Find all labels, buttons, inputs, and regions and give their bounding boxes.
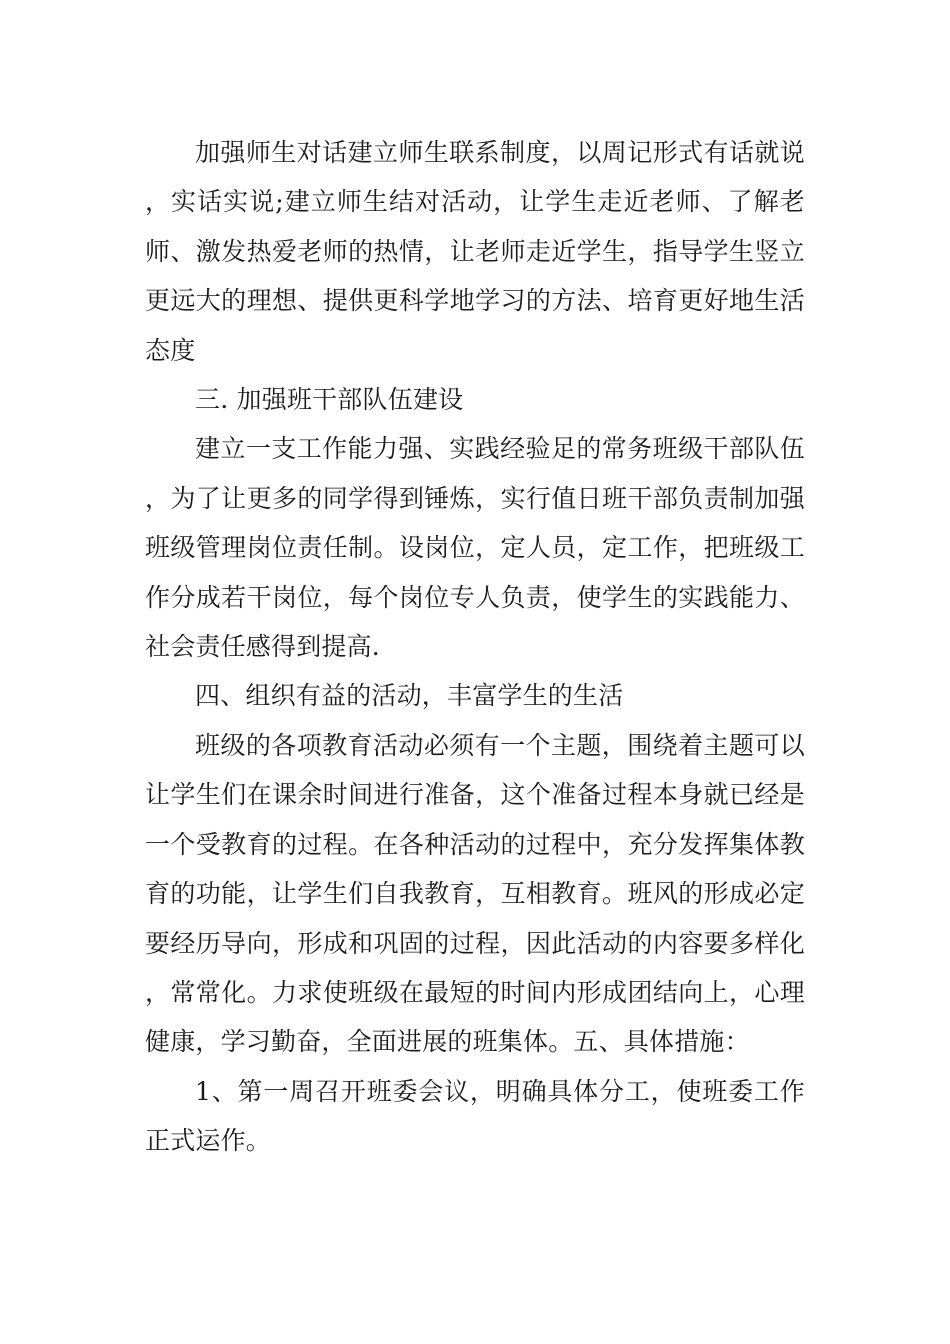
heading-section-four: 四、组织有益的活动，丰富学生的生活 xyxy=(195,681,624,711)
paragraph-class-cadre-team: 建立一支工作能力强、实践经验足的常务班级干部队伍，为了让更多的同学得到锤炼，实行值日班干部负责制加强班级管理岗位责任制。设岗位，定人员，定工作，把班级工作分成若干岗位，每个岗位专人负责，使学生的实践能力、社会责任感得到提高. xyxy=(145,434,805,662)
paragraph-activities: 班级的各项教育活动必须有一个主题，围绕着主题可以让学生们在课余时间进行准备，这个准备过程本身就已经是一个受教育的过程。在各种活动的过程中，充分发挥集体教育的功能，让学生们自我教育，互相教育。班风的形成必定要经历导向，形成和巩固的过程，因此活动的内容要多样化，常常化。力求使班级在最短的时间内形成团结向上，心理健康，学习勤奋，全面进展的班集体。五、具体措施： xyxy=(145,730,805,1057)
document-body xyxy=(145,128,805,1166)
paragraph-measure-one: 1、第一周召开班委会议，明确具体分工，使班委工作正式运作。 xyxy=(145,1076,805,1156)
paragraph-teacher-student-dialogue: 加强师生对话建立师生联系制度，以周记形式有话就说，实话实说;建立师生结对活动，让学生走近老师、了解老师、激发热爱老师的热情，让老师走近学生，指导学生竖立更远大的理想、提供更科学地学习的方法、培育更好地生活态度 xyxy=(145,138,805,365)
heading-section-three: 三. 加强班干部队伍建设 xyxy=(195,385,464,415)
